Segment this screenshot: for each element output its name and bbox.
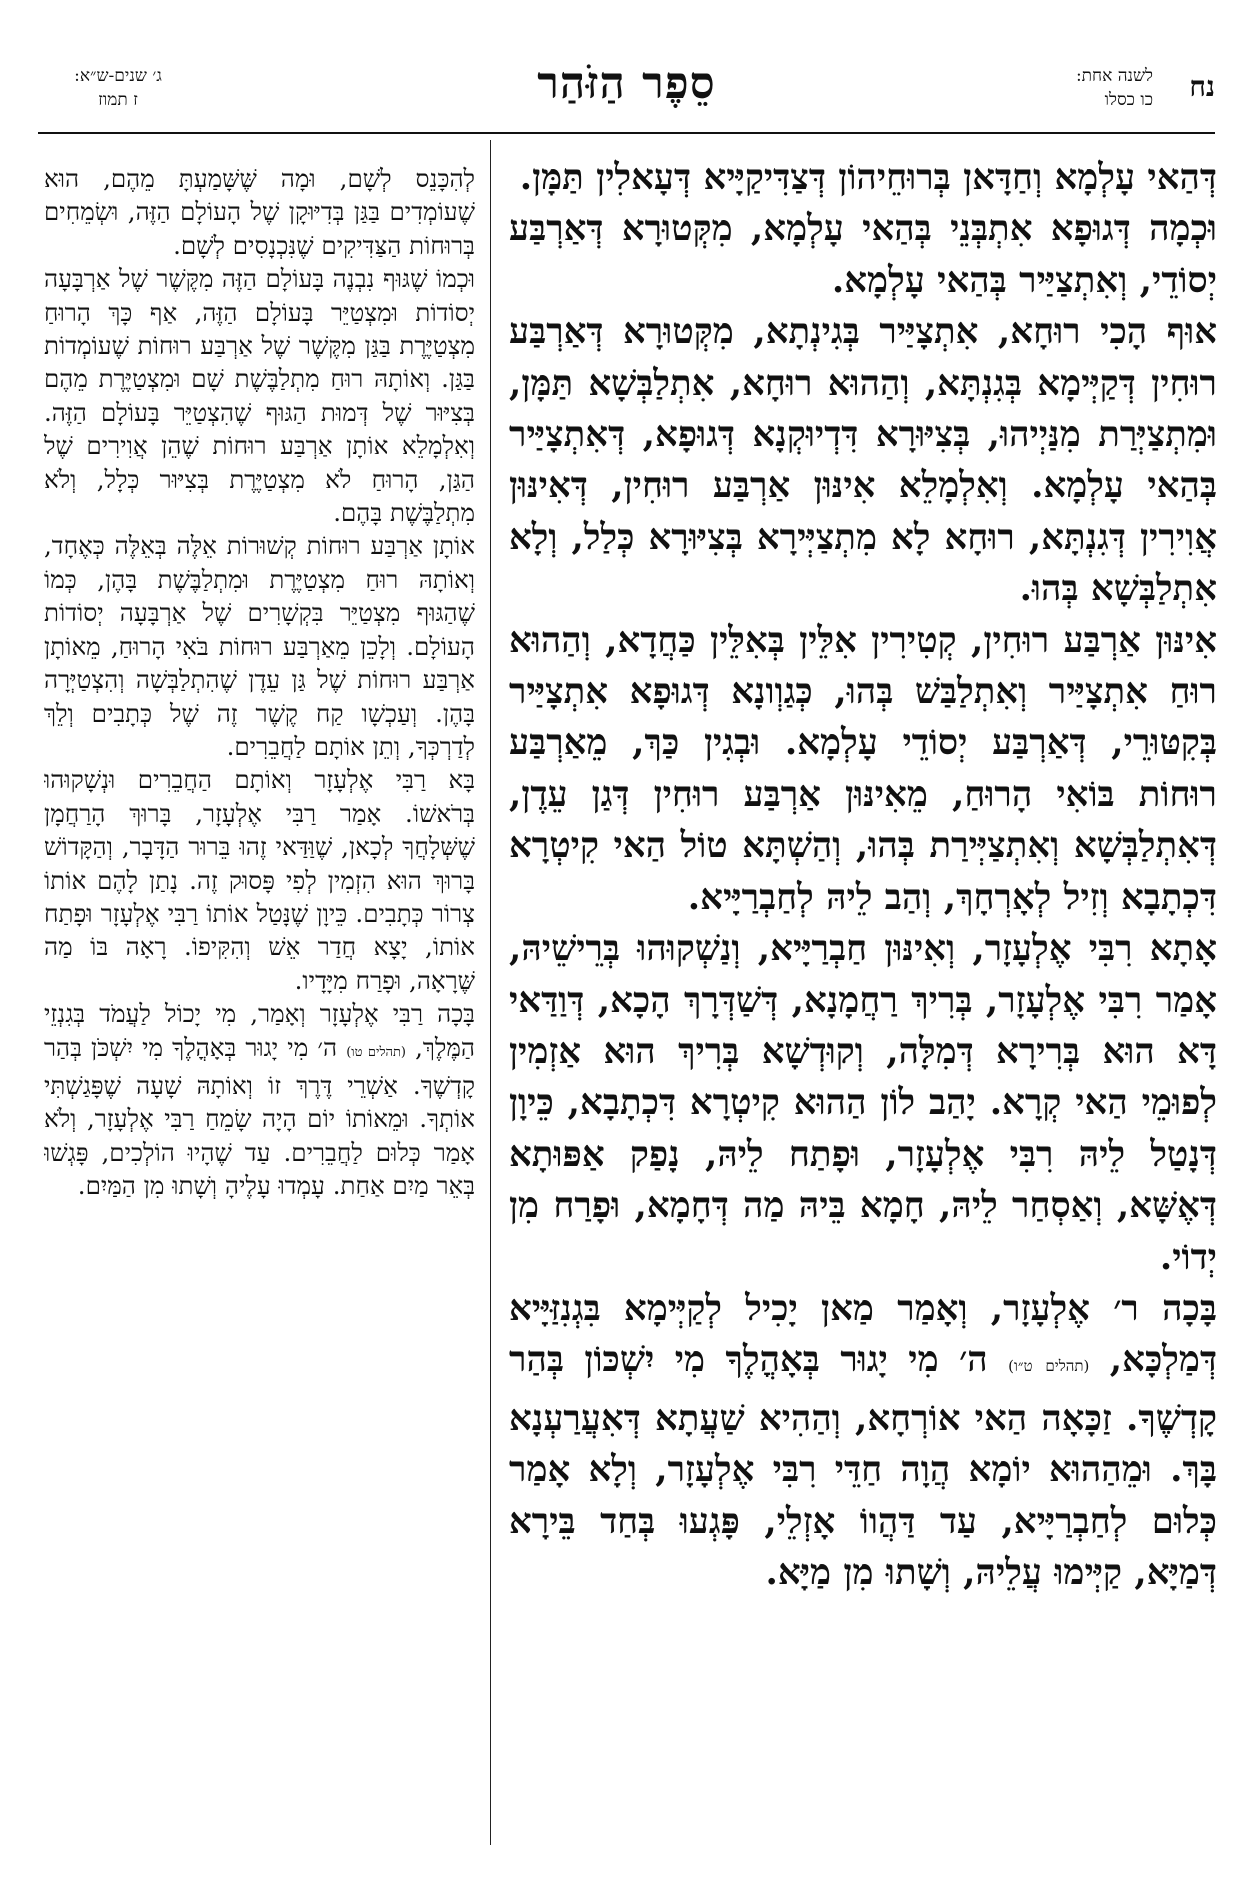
page-header	[0, 54, 1253, 134]
header-rule	[38, 132, 1215, 134]
page-number: נח	[1189, 70, 1215, 103]
translation-paragraph: בָּא רַבִּי אֶלְעָזָר וְאוֹתָם הַחֲבֵרִים וּנְשָׁקוּהוּ בְּרֹאשׁוֹ. אָמַר רַבִּי אֶלְעָזָר, בָּרוּךְ הָרַחֲמָן שֶׁשְּׁלָחֲךָ לְכָאן, שֶׁוַּדַּאי זֶהוּ בֵּרוּר הַדָּבָר, וְהַקָּדוֹשׁ בָּרוּךְ הוּא הִזְמִין לְפִי פָּסוּק זֶה. נָתַן לָהֶם אוֹתוֹ צְרוֹר כְּתָבִים. כֵּיוָן שֶׁנָּטַל אוֹתוֹ רַבִּי אֶלְעָזָר וּפָתַח אוֹתוֹ, יָצָא חֲדַר אֵשׁ וְהִקִּיפוֹ. רָאָה בּוֹ מַה שֶּׁרָאָה, וּפָרַח מִיָּדָיו.	[44, 765, 475, 995]
schedule-date-three-years: ז תמוז	[98, 90, 138, 110]
verse-citation: (תהלים טו)	[346, 1044, 406, 1060]
verse-citation: (תהלים ט״ו)	[1008, 1357, 1090, 1376]
schedule-label-three-years: ג׳ שנים-ש״א:	[74, 66, 162, 86]
aramaic-paragraph: אִינּוּן אַרְבַּע רוּחִין, קְטִירִין אִלֵּין בְּאִלֵּין כַּחֲדָא, וְהַהוּא רוּחַ אִתְצָיַּיר וְאִתְלַבַּשׁ בְּהוּ, כְּגַוְונָא דְּגוּפָא אִתְצָיַּיר בְּקִטּוּרֵי, דְּאַרְבַּע יְסוֹדֵי עָלְמָא. וּבְגִין כַּךְ, מֵאַרְבַּע רוּחוֹת בּוֹאִי הָרוּחַ, מֵאִינּוּן אַרְבַּע רוּחִין דְּגַן עֵדֶן, דְּאִתְלַבְּשָׁא וְאִתְצַיְּירַת בְּהוּ, וְהַשְׁתָּא טוֹל הַאי קִיטְרָא דִּכְתָבָא וְזִיל לְאָרְחָךְ, וְהַב לֵיהּ לְחַבְרַיָּיא.	[509, 619, 1217, 918]
translation-column	[44, 162, 475, 1852]
aramaic-paragraph	[509, 1283, 1217, 1598]
daily-schedule-three-years	[38, 64, 198, 112]
aramaic-column	[509, 152, 1217, 1852]
translation-paragraph: וּכְמוֹ שֶׁגּוּף נִבְנֶה בָּעוֹלָם הַזֶּה מִקֶּשֶׁר שֶׁל אַרְבָּעָה יְסוֹדוֹת וּמִצְטַיֵּר בָּעוֹלָם הַזֶּה, אַף כָּךְ הָרוּחַ מִצְטַיֶּרֶת בַּגַּן מִקֶּשֶׁר שֶׁל אַרְבַּע רוּחוֹת שֶׁעוֹמְדוֹת בַּגַּן. וְאוֹתָהּ רוּחַ מִתְלַבֶּשֶׁת שָׁם וּמִצְטַיֶּרֶת מֵהֶם בְּצִיּוּר שֶׁל דְּמוּת הַגּוּף שֶׁהִצְטַיֵּר בָּעוֹלָם הַזֶּה. וְאִלְמָלֵא אוֹתָן אַרְבַּע רוּחוֹת שֶׁהֵן אֲוִירִים שֶׁל הַגַּן, הָרוּחַ לֹא מִצְטַיֶּרֶת בְּצִיּוּר כְּלָל, וְלֹא מִתְלַבֶּשֶׁת בָּהֶם.	[44, 264, 475, 528]
aramaic-text: בָּכָה ר׳ אֶלְעָזָר, וְאָמַר מַאן יָכִיל לְקַיְּימָא בִּגְנִזַּיָּיא דְּמַלְכָּא,	[509, 1287, 1217, 1381]
aramaic-text: ה׳ מִי יָגוּר בְּאָהֳלֶךָ מִי יִשְׁכּוֹן בְּהַר קָדְשֶׁךָ. זַכָּאָה הַאי אוֹרְחָא, וְהַהִיא שַׁעֲתָא דְּאִעֲרַעְנָא בָּךְ. וּמֵהַהוּא יוֹמָא הֲוָה חַדֵּי רִבִּי אֶלְעָזָר, וְלָא אָמַר כְּלוּם לְחַבְרַיָּיא, עַד דַּהֲווֹ אָזְלֵי, פָּגְעוּ בְּחַד בֵּירָא דְּמַיָּא, קַיְּימוּ עֲלֵיהּ, וְשָׁתוּ מִן מַיָּא.	[509, 1339, 1217, 1593]
aramaic-paragraph: דְּהַאי עָלְמָא וְחַדָּאן בְּרוּחֵיהוֹן דְּצַדִּיקַיָּיא דְּעָאלִין תַּמָּן.	[519, 157, 1217, 198]
aramaic-paragraph: אָתָא רִבִּי אֶלְעָזָר, וְאִינּוּן חַבְרַיָּיא, וְנַשְׁקוּהוּ בְּרֵישֵׁיהּ, אָמַר רִבִּי אֶלְעָזָר, בְּרִיךְ רַחֲמָנָא, דְּשַׁדְּרָךְ הָכָא, דְּוַדַּאי דָּא הוּא בְּרִירָא דְּמִלָּה, וְקוּדְשָׁא בְּרִיךְ הוּא אַזְמִין לְפוּמֵי הַאי קְרָא. יָהַב לוֹן הַהוּא קִיטְרָא דִּכְתָבָא, כֵּיוָן דְּנָטַל לֵיהּ רִבִּי אֶלְעָזָר, וּפָתַח לֵיהּ, נָפַק אַפּוּתָא דְּאֶשָּׁא, וְאַסְחַר לֵיהּ, חָמָא בֵּיהּ מַה דְּחָמָא, וּפָרַח מִן יְדוֹי.	[509, 928, 1217, 1278]
translation-paragraph	[44, 997, 475, 1202]
translation-paragraph: לְהִכָּנֵס לְשָׁם, וּמָה שֶּׁשָּׁמַעְתָּ מֵהֶם, הוּא שֶׁעוֹמְדִים בַּגַּן בְּדִיּוּקָן שֶׁל הָעוֹלָם הַזֶּה, וּשְׂמֵחִים בְּרוּחוֹת הַצַּדִּיקִים שֶׁנִּכְנָסִים לְשָׁם.	[44, 164, 475, 260]
schedule-label-one-year: לשנה אחת:	[1075, 66, 1153, 86]
translation-paragraph: אוֹתָן אַרְבַּע רוּחוֹת קְשׁוּרוֹת אֵלֶּה בְּאֵלֶּה כְּאֶחָד, וְאוֹתָהּ רוּחַ מִצְטַיֶּרֶת וּמִתְלַבֶּשֶׁת בָּהֶן, כְּמוֹ שֶׁהַגּוּף מִצְטַיֵּר בִּקְשָׁרִים שֶׁל אַרְבָּעָה יְסוֹדוֹת הָעוֹלָם. וְלָכֵן מֵאַרְבַּע רוּחוֹת בֹּאִי הָרוּחַ, מֵאוֹתָן אַרְבַּע רוּחוֹת שֶׁל גַּן עֵדֶן שֶׁהִתְלַבְּשָׁה וְהִצְטַיְּרָה בָּהֶן. וְעַכְשָׁו קַח קֶשֶׁר זֶה שֶׁל כְּתָבִים וְלֵךְ לְדַרְכְּךָ, וְתֵן אוֹתָם לַחֲבֵרִים.	[44, 531, 475, 761]
translation-text: ה׳ מִי יָגוּר בְּאָהֳלֶךָ מִי יִשְׁכֹּן בְּהַר קָדְשֶׁךָ. אַשְׁרֵי דֶּרֶךְ זוֹ וְאוֹתָהּ שָׁעָה שֶׁפָּגַשְׁתִּי אוֹתְךָ. וּמֵאוֹתוֹ יוֹם הָיָה שָׂמֵחַ רַבִּי אֶלְעָזָר, וְלֹא אָמַר כְּלוּם לַחֲבֵרִים. עַד שֶׁהָיוּ הוֹלְכִים, פָּגְשׁוּ בְּאֵר מַיִם אַחַת. עָמְדוּ עָלֶיהָ וְשָׁתוּ מִן הַמַּיִם.	[44, 1032, 475, 1201]
schedule-date-one-year: כו כסלו	[1104, 90, 1153, 110]
book-title: סֵפֶר הַזֹּהַר	[537, 58, 716, 109]
translation-text: בָּכָה רַבִּי אֶלְעָזָר וְאָמַר, מִי יָכוֹל לַעֲמֹד בְּגִנְזֵי הַמֶּלֶךְ,	[44, 999, 475, 1062]
aramaic-paragraph: אוּף הָכִי רוּחָא, אִתְצָיַּיר בְּגִינְתָא, מִקְּטוּרָא דְּאַרְבַּע רוּחִין דְּקַיְּימָא בְּגִנְתָּא, וְהַהוּא רוּחָא, אִתְלַבְּשָׁא תַּמָּן, וּמִתְצַיְּרַת מִנַּיְיהוּ, בְּצִיּוּרָא דִּדְיוּקְנָא דְּגוּפָא, דְּאִתְצָיַּיר בְּהַאי עָלְמָא. וְאִלְמָלֵא אִינּוּן אַרְבַּע רוּחִין, דְּאִינּוּן אֲוִירִין דְּגִנְתָּא, רוּחָא לָא מִתְצַיְּירָא בְּצִיּוּרָא כְּלַל, וְלָא אִתְלַבְּשָׁא בְּהוּ.	[509, 311, 1217, 610]
aramaic-paragraph: וּכְמָה דְּגוּפָא אִתְבְּנֵי בְּהַאי עָלְמָא, מִקְּטוּרָא דְּאַרְבַּע יְסוֹדֵי, וְאִתְצַיַּיר בְּהַאי עָלְמָא.	[509, 208, 1217, 301]
column-divider	[490, 140, 491, 1845]
